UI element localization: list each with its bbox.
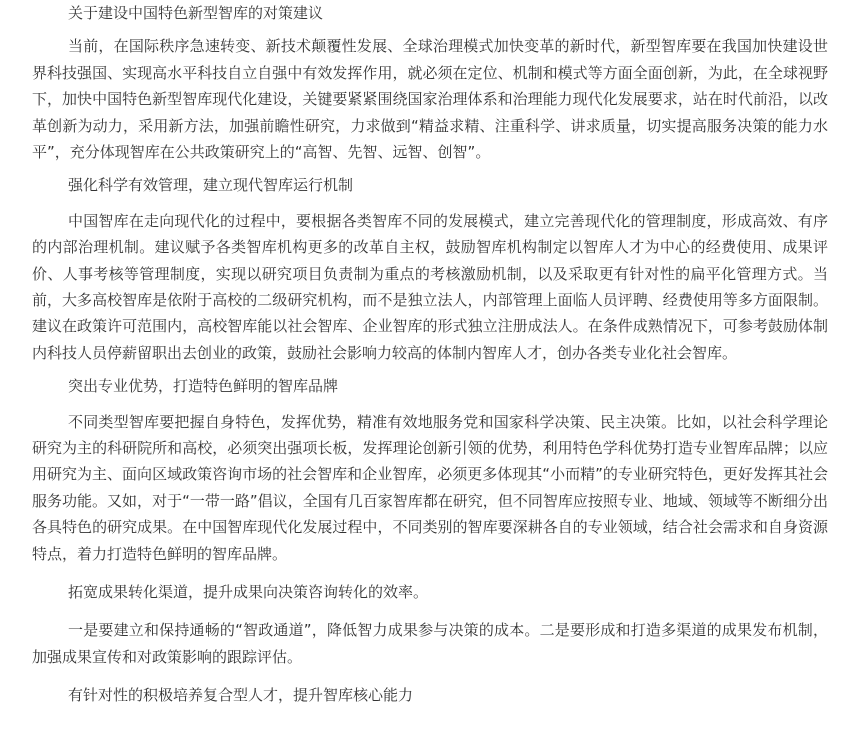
spacer	[32, 605, 828, 617]
article-body	[32, 0, 828, 709]
intro-paragraph: 当前，在国际秩序急速转变、新技术颠覆性发展、全球治理模式加快变革的新时代，新型智库要在我国加快建设世界科技强国、实现高水平科技自立自强中有效发挥作用，就必须在定位、机制和模式等方面全面创新，为此，在全球视野下，加快中国特色新型智库现代化建设，关键要紧紧围绕国家治理体系和治理能力现代化发展要求，站在时代前沿，以改革创新为动力，采用新方法，加强前瞻性研究，力求做到“精益求精、注重科学、讲求质量，切实提高服务决策的能力水平”，充分体现智库在公共政策研究上的“高智、先智、远智、创智”。	[32, 37, 828, 162]
spacer	[32, 670, 828, 682]
spacer	[32, 199, 828, 208]
section-heading-specialty: 突出专业优势，打造特色鲜明的智库品牌	[68, 377, 339, 396]
spacer	[32, 567, 828, 579]
spacer	[32, 165, 828, 172]
spacer	[32, 366, 828, 373]
section-paragraph-specialty: 不同类型智库要把握自身特色，发挥优势，精准有效地服务党和国家科学决策、民主决策。比如，以社会科学理论研究为主的科研院所和高校，必须突出强项长板，发挥理论创新引领的优势，利用特色学科优势打造专业智库品牌；以应用研究为主、面向区域政策咨询市场的社会智库和企业智库，必须更多体现其“小而精”的专业研究特色，更好发挥其社会服务功能。又如，对于“一带一路”倡议，全国有几百家智库都在研究，但不同智库应按照专业、地域、领域等不断细分出各具特色的研究成果。在中国智库现代化发展过程中，不同类别的智库要深耕各自的专业领域，结合社会需求和自身资源特点，着力打造特色鲜明的智库品牌。	[32, 412, 828, 563]
section-heading-talent: 有针对性的积极培养复合型人才，提升智库核心能力	[68, 686, 414, 705]
section-heading-management: 强化科学有效管理，建立现代智库运行机制	[68, 176, 354, 195]
spacer	[32, 400, 828, 409]
section-heading-transformation: 拓宽成果转化渠道，提升成果向决策咨询转化的效率。	[68, 583, 429, 602]
section-paragraph-transformation: 一是要建立和保持通畅的“智政通道”，降低智力成果参与决策的成本。二是要形成和打造多渠道的成果发布机制，加强成果宣传和对政策影响的跟踪评估。	[32, 621, 828, 666]
spacer	[32, 26, 828, 33]
section-paragraph-management: 中国智库在走向现代化的过程中，要根据各类智库不同的发展模式，建立完善现代化的管理制度，形成高效、有序的内部治理机制。建议赋予各类智库机构更多的改革自主权，鼓励智库机构制定以智库人才为中心的经费使用、成果评价、人事考核等管理制度，实现以研究项目负责制为重点的考核激励机制，以及采取更有针对性的扁平化管理方式。当前，大多高校智库是依附于高校的二级研究机构，而不是独立法人，内部管理上面临人员评聘、经费使用等多方面限制。建议在政策许可范围内，高校智库能以社会智库、企业智库的形式独立注册成法人。在条件成熟情况下，可参考鼓励体制内科技人员停薪留职出去创业的政策，鼓励社会影响力较高的体制内智库人才，创办各类专业化社会智库。	[32, 211, 828, 362]
article-title: 关于建设中国特色新型智库的对策建议	[68, 4, 324, 22]
